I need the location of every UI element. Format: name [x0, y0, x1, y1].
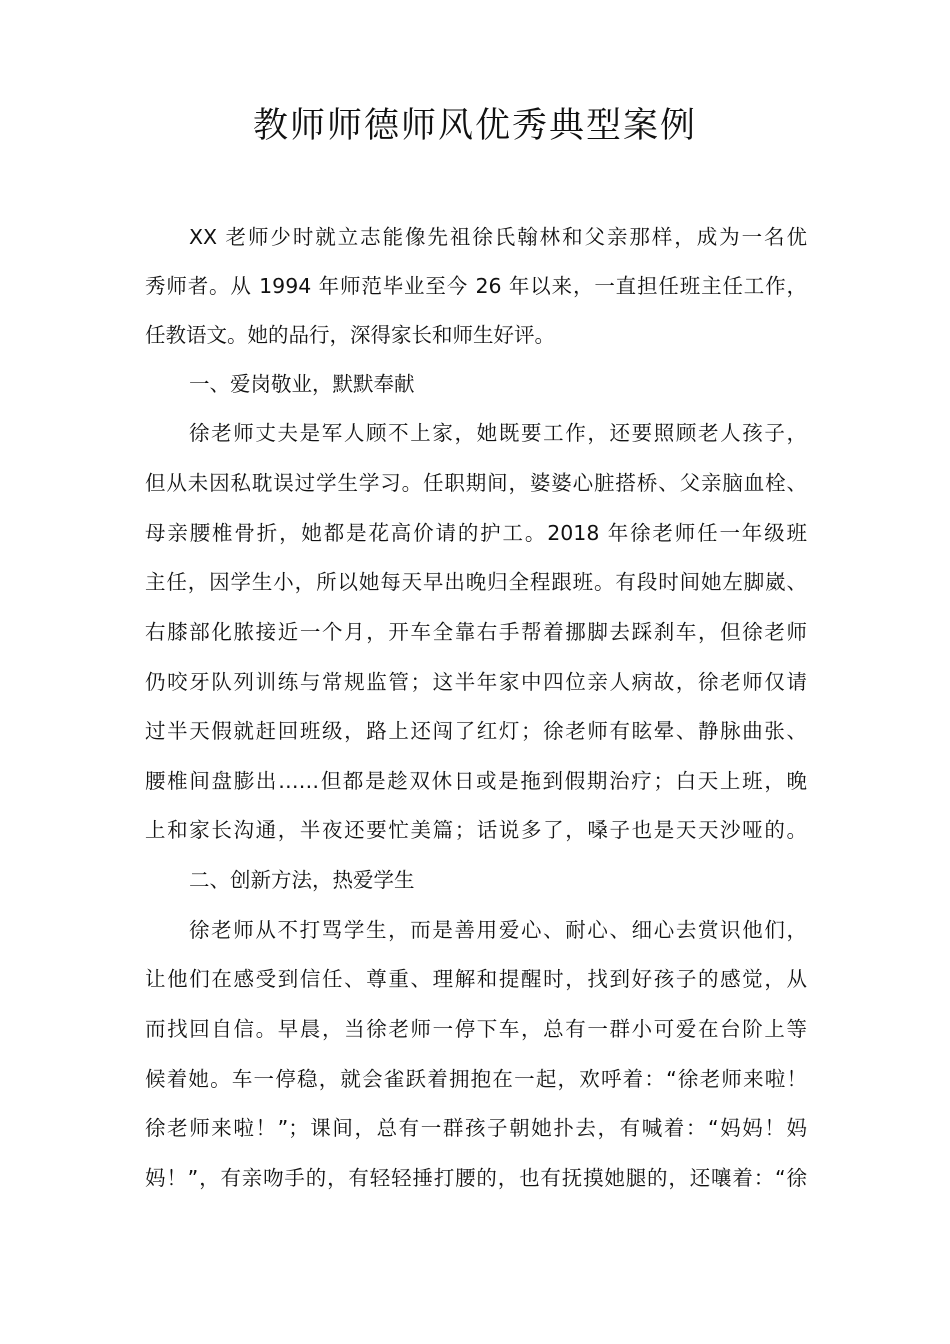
paragraph-line: 右膝部化脓接近一个月，开车全靠右手帮着挪脚去踩刹车，但徐老师: [145, 620, 807, 644]
paragraph-line: 主任，因学生小，所以她每天早出晚归全程跟班。有段时间她左脚崴、: [145, 570, 807, 594]
paragraph-line: XX 老师少时就立志能像先祖徐氏翰林和父亲那样，成为一名优: [189, 225, 807, 249]
paragraph-line: 而找回自信。早晨，当徐老师一停下车，总有一群小可爱在台阶上等: [145, 1017, 807, 1041]
paragraph-line: 任教语文。她的品行，深得家长和师生好评。: [145, 323, 555, 347]
paragraph-line: 上和家长沟通，半夜还要忙美篇；话说多了，嗓子也是天天沙哑的。: [145, 818, 807, 842]
section-heading: 二、创新方法，热爱学生: [189, 868, 415, 892]
paragraph-line: 妈！”，有亲吻手的，有轻轻捶打腰的，也有抚摸她腿的，还嚷着：“徐: [145, 1166, 807, 1190]
document-title: 教师师德师风优秀典型案例: [252, 106, 697, 146]
paragraph-line: 让他们在感受到信任、尊重、理解和提醒时，找到好孩子的感觉，从: [145, 967, 807, 991]
paragraph-line: 候着她。车一停稳，就会雀跃着拥抱在一起，欢呼着：“徐老师来啦！: [145, 1067, 807, 1091]
paragraph-line: 仍咬牙队列训练与常规监管；这半年家中四位亲人病故，徐老师仅请: [145, 670, 807, 694]
paragraph-line: 秀师者。从 1994 年师范毕业至今 26 年以来，一直担任班主任工作，: [145, 274, 807, 298]
paragraph-line: 腰椎间盘膨出……但都是趁双休日或是拖到假期治疗；白天上班，晚: [145, 769, 807, 793]
paragraph-line: 母亲腰椎骨折，她都是花高价请的护工。2018 年徐老师任一年级班: [145, 521, 807, 545]
paragraph-line: 徐老师从不打骂学生，而是善用爱心、耐心、细心去赏识他们，: [189, 918, 807, 942]
paragraph-line: 徐老师来啦！”；课间，总有一群孩子朝她扑去，有喊着：“妈妈！妈: [145, 1116, 807, 1140]
paragraph-line: 徐老师丈夫是军人顾不上家，她既要工作，还要照顾老人孩子，: [189, 421, 807, 445]
paragraph-line: 但从未因私耽误过学生学习。任职期间，婆婆心脏搭桥、父亲脑血栓、: [145, 471, 807, 495]
paragraph-line: 过半天假就赶回班级，路上还闯了红灯；徐老师有眩晕、静脉曲张、: [145, 719, 807, 743]
section-heading: 一、爱岗敬业，默默奉献: [189, 372, 415, 396]
